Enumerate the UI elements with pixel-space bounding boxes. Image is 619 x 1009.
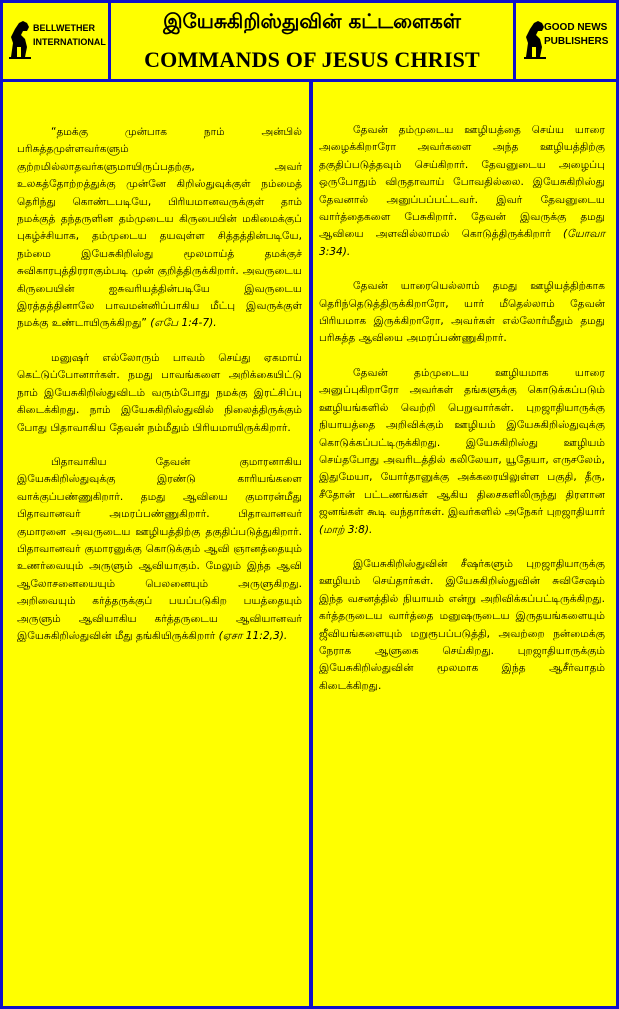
title-box xyxy=(111,3,513,79)
paragraph xyxy=(314,365,613,539)
brand-line-1: GOOD NEWS xyxy=(544,22,608,33)
paragraph-text: தேவன் தம்முடைய ஊழியமாக யாரை அனுப்புகிறாரோ அவர்கள் தங்களுக்கு கொடுக்கப்படும் ஊழியங்களில் வெற்றி பெறுவார்கள். புறஜாதியாருக்கு நியாயத்தை அறிவிக்கும் ஊழியம் இயேசுகிறிஸ்துவுக்கு கொடுக்கப்பட்டிருக்கிறது. இயேசுகிறிஸ்து ஊழியம் செய்தபோது அவரிடத்தில் கலிலேயா, யூதேயா, எருசலேம், இதுமேயா, யோர்தானுக்கு அக்கரையிலுள்ள பகுதி, தீரு, சீதோன் பட்டணங்கள் ஆகிய திசைகளிலிருந்து திரளான ஜனங்கள் கூடி வந்தார்கள். இவர்களில் அநேகர் புறஜாதியார் xyxy=(319,366,605,519)
scripture-reference: (மாற் 3:8). xyxy=(319,523,373,536)
paragraph xyxy=(314,122,613,261)
paragraph-text: “தமக்கு முன்பாக நாம் அன்பில் பரிசுத்தமுள்ளவர்களும் குற்றமில்லாதவர்களுமாயிருப்பதற்கு, அவர் உலகத்தோற்றத்துக்கு முன்னே கிறிஸ்துவுக்குள் நம்மைத் தெரிந்து கொண்டபடியே, பிரியமானவருக்குள் தாம் நமக்குத் தந்தருளின தம்முடைய கிருபையின் மகிமைக்குப் புகழ்ச்சியாக, தம்முடைய தயவுள்ள சித்தத்தின்படியே, நம்மை இயேசுகிறிஸ்து மூலமாய்த் தமக்குச் சுவிகாரபுத்திரராகும்படி முன் குறித்திருக்கிறார். அவருடைய கிருபையின் ஐசுவரியத்தின்படியே இவருடைய இரத்தத்தினாலே பாவமன்னிப்பாகிய மீட்பு இவருக்குள் நமக்கு உண்டாயிருக்கிறது” xyxy=(17,126,302,330)
good-news-brand xyxy=(544,21,608,49)
bellwether-logo xyxy=(3,3,111,79)
brand-line-2: INTERNATIONAL xyxy=(33,37,106,47)
bellwether-brand xyxy=(33,21,106,49)
paragraph-text: இயேசுகிறிஸ்துவின் சீஷர்களும் புறஜாதியாருக்கு ஊழியம் செய்தார்கள். இயேசுகிறிஸ்துவின் சுவிசேஷம் இந்த வசனத்தில் நியாயம் என்று அறிவிக்கப்பட்டிருக்கிறது. கர்த்தருடைய வார்த்தை மனுஷருடைய இருதயங்களையும் ஜீவியங்களையும் மறுரூபப்படுத்தி, அவற்றை நன்மைக்கு நேராக ஆளுகை செய்கிறது. புறஜாதியாருக்கும் இயேசுகிறிஸ்துவின் மூலமாக இந்த ஆசீர்வாதம் கிடைக்கிறது. xyxy=(319,557,605,692)
scripture-reference: (எபே 1:4-7). xyxy=(150,317,217,330)
good-news-logo xyxy=(513,3,616,79)
scripture-reference: (யோவா 3:34). xyxy=(319,228,605,258)
paragraph xyxy=(5,350,308,437)
brand-line-2: PUBLISHERS xyxy=(544,36,609,47)
paragraph xyxy=(314,278,613,348)
paragraph-text: மனுஷர் எல்லோரும் பாவம் செய்து ஏகமாய் கெட்டுப்போனார்கள். நமது பாவங்களை அறிக்கையிட்டு நாம் இயேசுகிறிஸ்துவிடம் வரும்போது நமக்கு இரட்சிப்பு கிடைக்கிறது. நாம் இயேசுகிறிஸ்துவில் நிலைத்திருக்கும் போது பிதாவாகிய தேவன் நம்மீதும் பிரியமாயிருக்கிறார். xyxy=(17,351,302,434)
header xyxy=(3,3,616,82)
paragraph xyxy=(5,454,308,645)
title-english: COMMANDS OF JESUS CHRIST xyxy=(144,47,480,72)
paragraph xyxy=(5,124,308,333)
paragraph-text: தேவன் யாரையெல்லாம் தமது ஊழியத்திற்காக தெரிந்தெடுத்திருக்கிறாரோ, யார் மீதெல்லாம் தேவன் பிரியமாக இருக்கிறாரோ, அவர்கள் எல்லோர்மீதும் தமது பரிசுத்த ஆவியை அமரப்பண்ணுகிறார். xyxy=(319,280,605,345)
left-column xyxy=(5,84,308,1003)
title-tamil: இயேசுகிறிஸ்துவின் கட்டளைகள் xyxy=(163,9,461,33)
paragraph xyxy=(314,556,613,695)
right-column xyxy=(314,84,613,1003)
column-divider xyxy=(309,82,313,1006)
scripture-reference: (ஏசா 11:2,3). xyxy=(218,629,288,642)
paragraph-text: தேவன் தம்முடைய ஊழியத்தை செய்ய யாரை அழைக்கிறாரோ அவர்களை அந்த ஊழியத்திற்கு தகுதிப்படுத்தவும் செய்கிறார். தேவனுடைய அழைப்பு ஒருபோதும் விருதாவாய் போவதில்லை. இயேசுகிறிஸ்து தேவனால் அனுப்பப்பட்டவர். இவர் தேவனுடைய வார்த்தைகளை பேசுகிறார். தேவன் இவருக்கு தமது ஆவியை அளவில்லாமல் கொடுத்திருக்கிறார் xyxy=(319,124,605,241)
brand-line-1: BELLWETHER xyxy=(33,23,95,33)
paragraph-text: பிதாவாகிய தேவன் குமாரனாகிய இயேசுகிறிஸ்துவுக்கு இரண்டு காரியங்களை வாக்குப்பண்ணுகிறார். தமது ஆவியை குமாரன்மீது பிதாவானவர் அமரப்பண்ணுகிறார். பிதாவானவர் குமாரனை அவருடைய ஊழியத்திற்கு தகுதிப்படுத்துகிறார். பிதாவானவர் குமாரனுக்கு கொடுக்கும் ஆவி ஞானத்தையும் உணர்வையும் அருளும் ஆவியாகும். மேலும் இந்த ஆவி ஆலோசனையையும் பெலனையும் அருளுகிறது. அறிவையும் கர்த்தருக்குப் பயப்படுகிற பயத்தையும் அருளும் ஆவியாகிய கர்த்தருடைய ஆவியானவர் இயேசுகிறிஸ்துவின் மீது தங்கியிருக்கிறார் xyxy=(17,455,302,642)
